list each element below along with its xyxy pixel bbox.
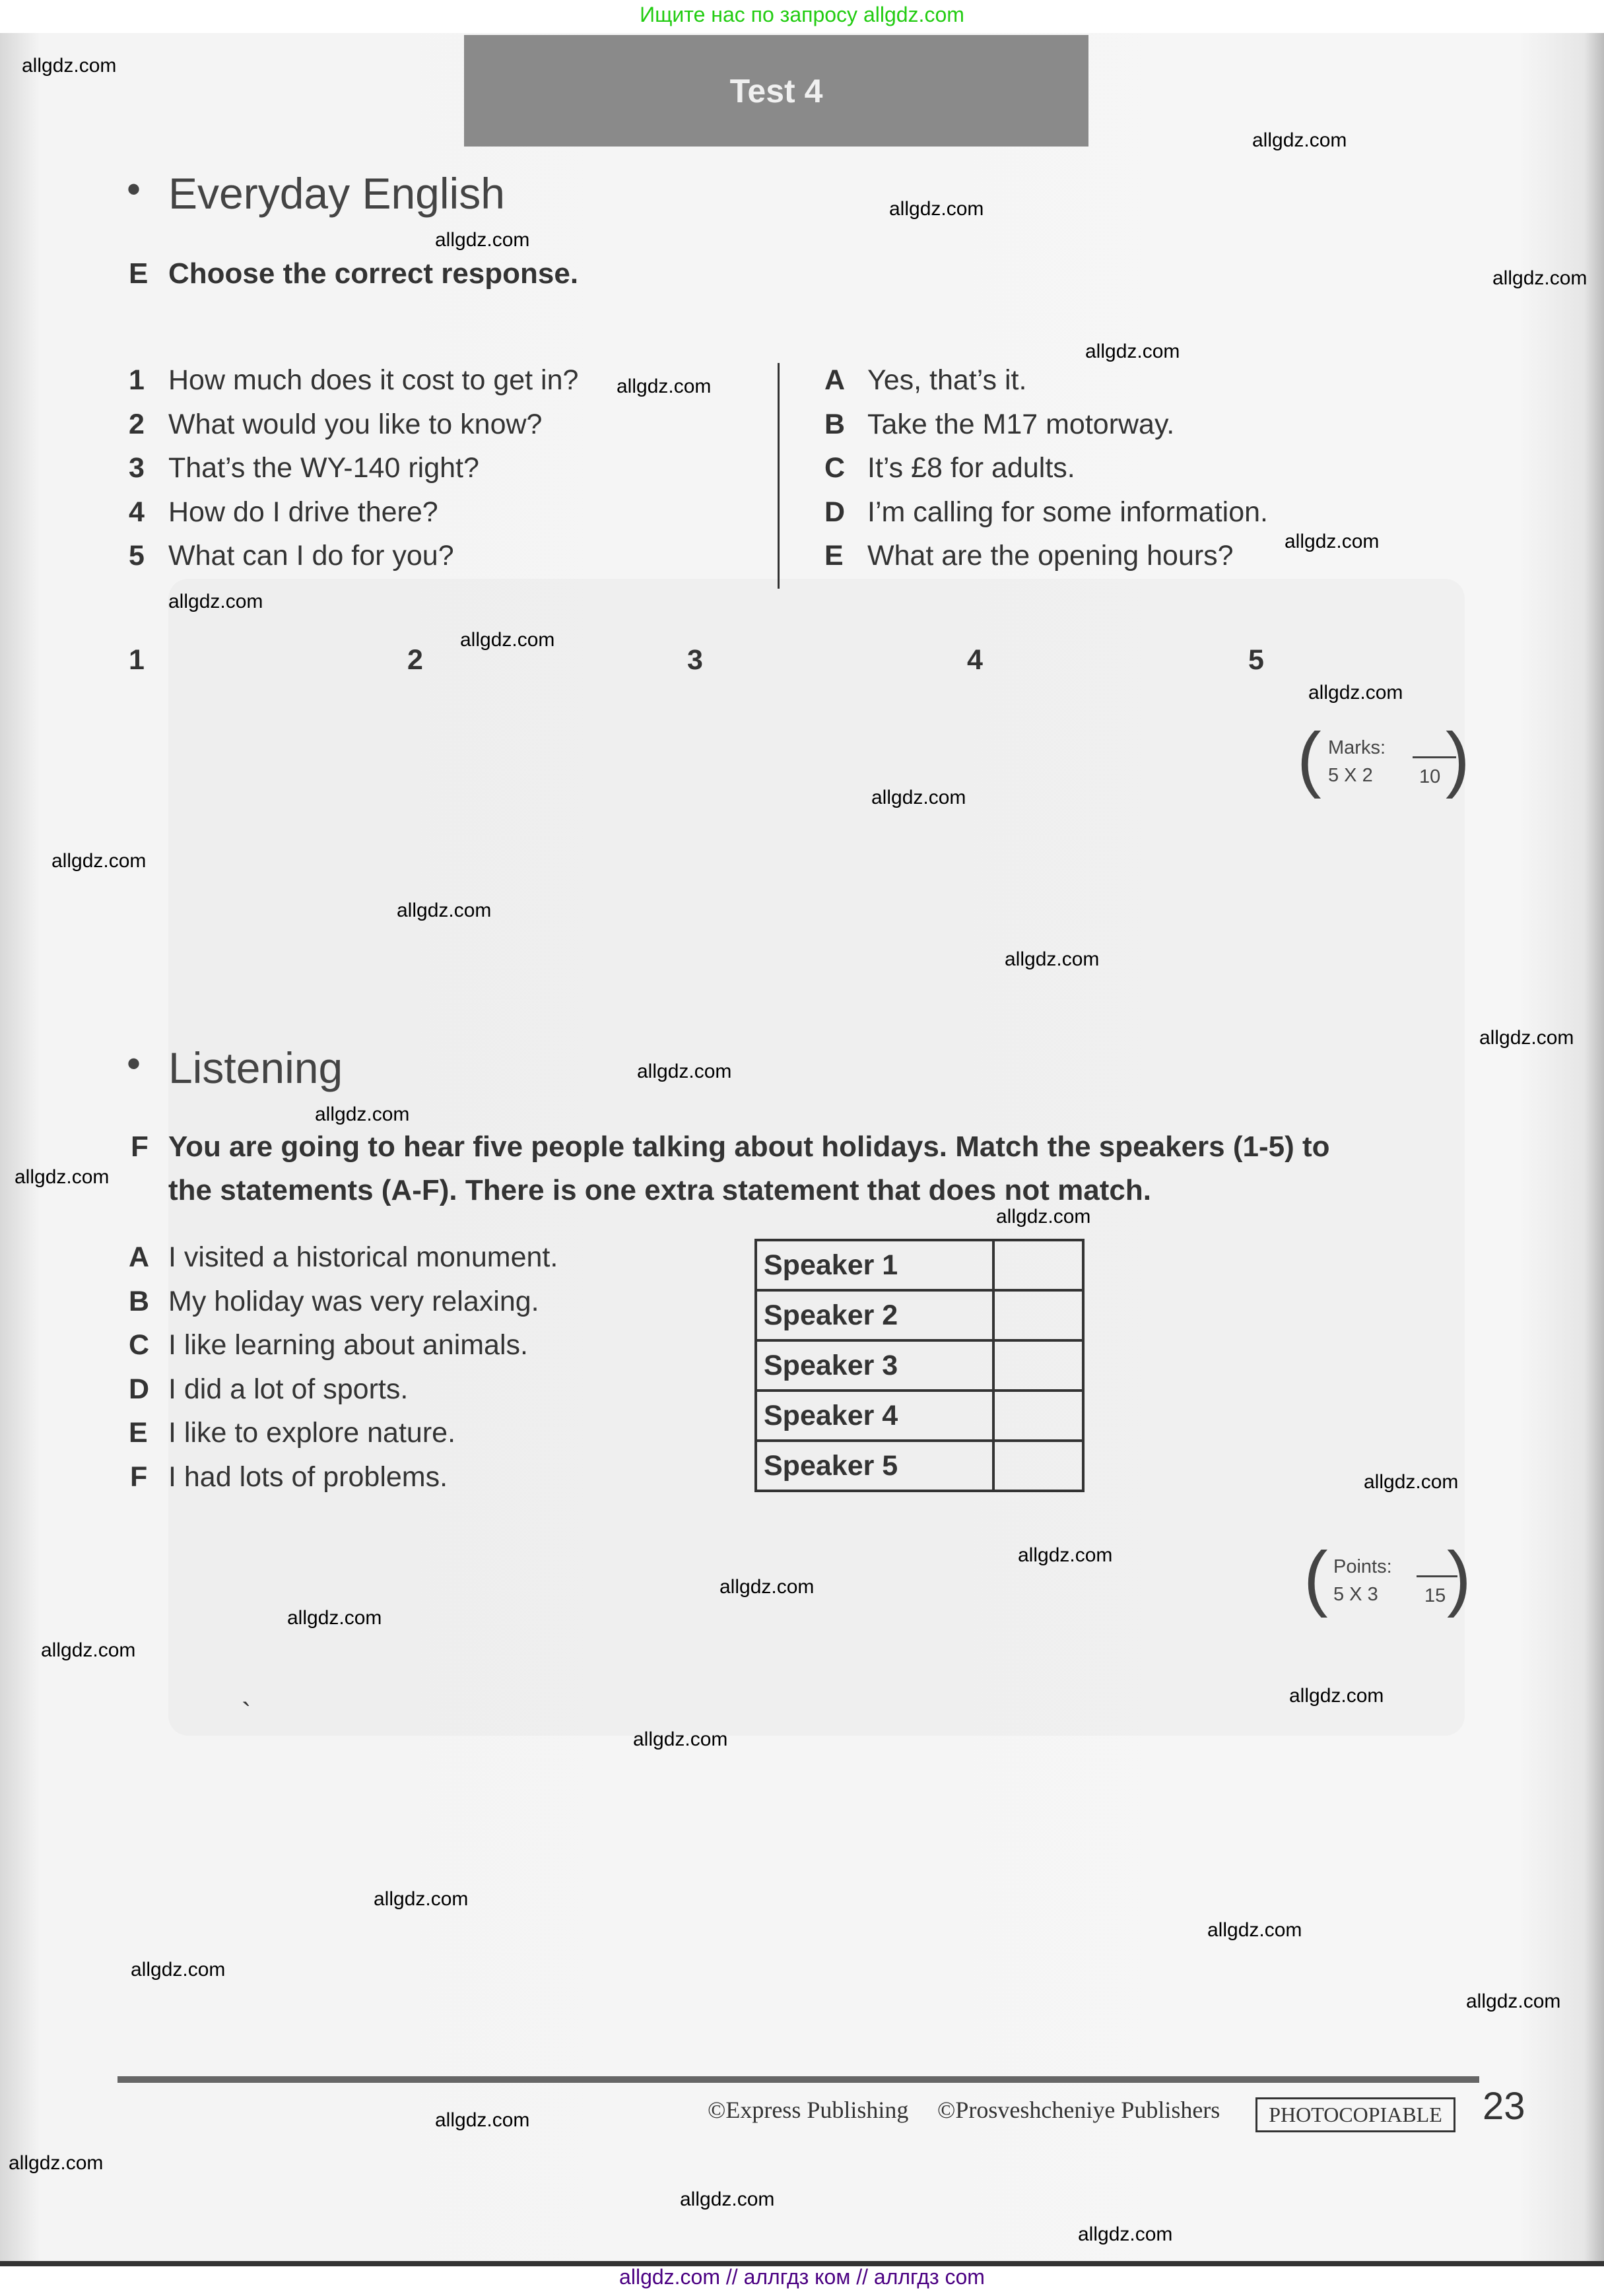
- bullet-icon: •: [127, 167, 141, 211]
- marks-total: 10: [1419, 766, 1441, 787]
- watermark: allgdz.com: [1005, 948, 1100, 970]
- watermark: allgdz.com: [1285, 531, 1380, 552]
- statement-letter: F: [130, 1461, 148, 1493]
- statement-text: I like to explore nature.: [168, 1417, 456, 1449]
- response-letter: C: [824, 452, 846, 484]
- watermark: allgdz.com: [719, 1576, 815, 1598]
- response-letter: A: [824, 364, 846, 396]
- copyright-prosveshcheniye: ©Prosveshcheniye Publishers: [937, 2097, 1220, 2123]
- watermark: allgdz.com: [1479, 1027, 1574, 1049]
- left-paren: (: [1297, 718, 1321, 799]
- watermark: allgdz.com: [1308, 682, 1403, 704]
- task-instruction-line: the statements (A-F). There is one extra statement that does not match.: [168, 1174, 1151, 1206]
- watermark: allgdz.com: [1492, 267, 1587, 289]
- response-letter: E: [824, 540, 844, 572]
- watermark: allgdz.com: [168, 591, 263, 612]
- bullet-icon: •: [127, 1041, 141, 1086]
- question-number: 5: [129, 540, 145, 572]
- watermark: allgdz.com: [996, 1206, 1091, 1228]
- watermark: allgdz.com: [1078, 2223, 1173, 2245]
- right-paren: ): [1446, 718, 1470, 799]
- column-divider: [778, 363, 780, 589]
- watermark: allgdz.com: [1289, 1685, 1384, 1707]
- response-text: Take the M17 motorway.: [867, 409, 1175, 440]
- response-text: It’s £8 for adults.: [867, 452, 1075, 484]
- watermark: allgdz.com: [871, 787, 966, 808]
- statement-text: I like learning about animals.: [168, 1329, 528, 1361]
- speaker-label: Speaker 3: [756, 1340, 993, 1391]
- watermark: allgdz.com: [22, 55, 117, 77]
- section-heading-everyday-english: Everyday English: [168, 169, 505, 218]
- test-title: Test 4: [729, 73, 823, 110]
- answer-cell[interactable]: [993, 1240, 1083, 1290]
- response-text: I’m calling for some information.: [867, 496, 1268, 528]
- watermark: allgdz.com: [1018, 1544, 1113, 1566]
- statement-letter: E: [129, 1417, 148, 1449]
- marks-formula: 5 X 2: [1328, 765, 1373, 786]
- watermark: allgdz.com: [1252, 129, 1347, 151]
- watermark: allgdz.com: [397, 900, 492, 921]
- speaker-label: Speaker 5: [756, 1441, 993, 1491]
- watermark: allgdz.com: [637, 1061, 732, 1082]
- statement-text: I visited a historical monument.: [168, 1241, 558, 1273]
- response-letter: D: [824, 496, 846, 528]
- question-text: What would you like to know?: [168, 409, 543, 440]
- watermark: allgdz.com: [1364, 1471, 1459, 1493]
- table-row: [756, 1240, 1083, 1290]
- answer-slot-number: 4: [967, 644, 983, 676]
- answer-slot-number: 2: [407, 644, 423, 676]
- test-title-box: [464, 35, 1088, 147]
- watermark: allgdz.com: [287, 1607, 382, 1629]
- speaker-label: Speaker 4: [756, 1391, 993, 1441]
- watermark: allgdz.com: [9, 2152, 104, 2174]
- answer-slot-number: 3: [687, 644, 703, 676]
- table-row: [756, 1290, 1083, 1340]
- statement-text: My holiday was very relaxing.: [168, 1286, 539, 1317]
- watermark: allgdz.com: [633, 1728, 728, 1750]
- watermark: allgdz.com: [315, 1103, 410, 1125]
- copyright-express: ©Express Publishing: [708, 2097, 909, 2123]
- answer-cell[interactable]: [993, 1391, 1083, 1441]
- statement-letter: D: [129, 1373, 150, 1405]
- speaker-label: Speaker 1: [756, 1240, 993, 1290]
- watermark: allgdz.com: [1085, 341, 1180, 362]
- answer-cell[interactable]: [993, 1441, 1083, 1491]
- points-label: Points:: [1333, 1556, 1392, 1577]
- page-number: 23: [1483, 2085, 1525, 2128]
- table-row: [756, 1340, 1083, 1391]
- right-paren: ): [1447, 1537, 1471, 1618]
- statement-text: I did a lot of sports.: [168, 1373, 409, 1405]
- question-text: How do I drive there?: [168, 496, 438, 528]
- task-instruction: Choose the correct response.: [168, 257, 579, 290]
- speaker-label: Speaker 2: [756, 1290, 993, 1340]
- question-number: 2: [129, 409, 145, 440]
- watermark: allgdz.com: [1207, 1919, 1302, 1941]
- points-total: 15: [1424, 1585, 1446, 1606]
- watermark: allgdz.com: [435, 2109, 530, 2131]
- question-text: What can I do for you?: [168, 540, 454, 572]
- answer-slot-number: 1: [129, 644, 145, 676]
- answer-cell[interactable]: [993, 1340, 1083, 1391]
- section-heading-listening: Listening: [168, 1043, 343, 1092]
- stray-mark: `: [242, 1697, 251, 1729]
- speaker-answer-table: [754, 1239, 1085, 1492]
- answer-cell[interactable]: [993, 1290, 1083, 1340]
- answer-slot-number: 5: [1248, 644, 1264, 676]
- question-number: 3: [129, 452, 145, 484]
- watermark: allgdz.com: [617, 376, 712, 397]
- statement-text: I had lots of problems.: [168, 1461, 448, 1493]
- task-instruction-line: You are going to hear five people talking about holidays. Match the speakers (1-5) to: [168, 1131, 1330, 1163]
- watermark: allgdz.com: [51, 850, 147, 872]
- watermark: allgdz.com: [435, 229, 530, 251]
- response-text: What are the opening hours?: [867, 540, 1234, 572]
- watermark: allgdz.com: [1466, 1990, 1561, 2012]
- question-number: 4: [129, 496, 145, 528]
- statement-letter: A: [129, 1241, 150, 1273]
- photocopiable-badge: PHOTOCOPIABLE: [1255, 2097, 1455, 2132]
- search-banner: Ищите нас по запросу allgdz.com: [640, 3, 964, 26]
- left-paren: (: [1304, 1537, 1328, 1618]
- question-number: 1: [129, 364, 145, 396]
- bottom-banner: allgdz.com // аллгдз ком // аллгдз com: [619, 2265, 985, 2289]
- watermark: allgdz.com: [41, 1639, 136, 1661]
- task-letter: F: [131, 1131, 149, 1163]
- watermark: allgdz.com: [680, 2188, 775, 2210]
- watermark: allgdz.com: [15, 1166, 110, 1188]
- table-row: [756, 1391, 1083, 1441]
- table-row: [756, 1441, 1083, 1491]
- watermark: allgdz.com: [889, 198, 984, 220]
- task-letter: E: [129, 257, 149, 290]
- response-letter: B: [824, 409, 846, 440]
- footer-rule: [117, 2076, 1479, 2083]
- question-text: How much does it cost to get in?: [168, 364, 579, 396]
- marks-label: Marks:: [1328, 737, 1386, 758]
- points-formula: 5 X 3: [1333, 1584, 1378, 1605]
- watermark: allgdz.com: [460, 629, 555, 651]
- statement-letter: C: [129, 1329, 150, 1361]
- statement-letter: B: [129, 1286, 150, 1317]
- question-text: That’s the WY-140 right?: [168, 452, 479, 484]
- watermark: allgdz.com: [374, 1888, 469, 1910]
- response-text: Yes, that’s it.: [867, 364, 1027, 396]
- watermark: allgdz.com: [131, 1959, 226, 1981]
